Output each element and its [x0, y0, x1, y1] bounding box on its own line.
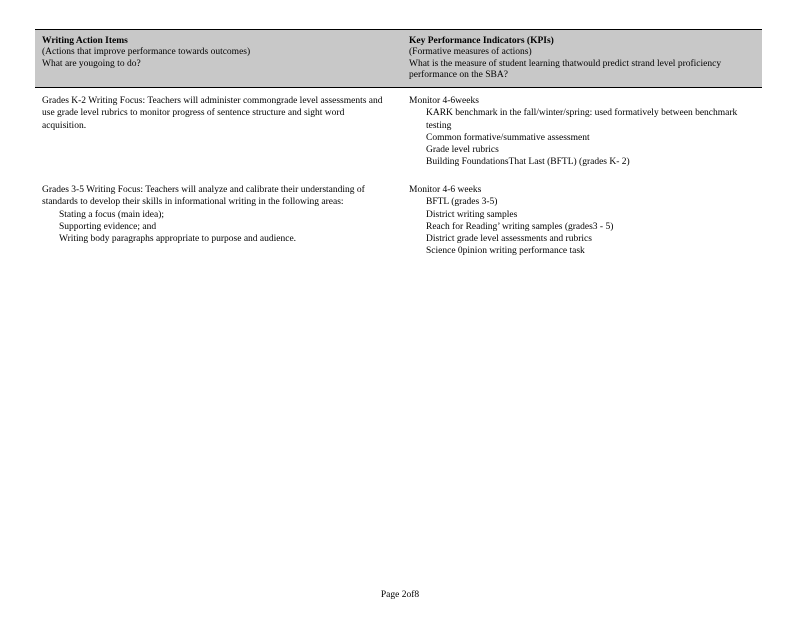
- page-number: Page 2of8: [380, 590, 420, 600]
- table-row: [35, 184, 762, 258]
- bullet-icon: [409, 107, 426, 132]
- header-action-items-title: Writing Action Items: [42, 36, 128, 46]
- grades-3-5-kpis: [402, 184, 762, 258]
- grades-3-5-monitor-heading: Monitor 4-6 weeks: [409, 185, 482, 195]
- header-action-items-question: What are yougoing to do?: [42, 58, 141, 69]
- list-item: Building FoundationsThat Last (BFTL) (grades K- 2): [409, 156, 742, 168]
- header-action-items-subtitle: (Actions that improve performance towards outcomes): [42, 47, 251, 58]
- bullet-icon: [409, 233, 426, 245]
- header-kpis-title: Key Performance Indicators (KPIs): [409, 36, 554, 46]
- grades-3-5-writing-focus: [35, 184, 402, 258]
- bullet-icon: [42, 233, 59, 245]
- list-item: KARK benchmark in the fall/winter/spring: used formatively between benchmark testing: [409, 107, 742, 132]
- list-item: District writing samples: [409, 209, 742, 221]
- bullet-icon: [42, 209, 59, 221]
- list-item: BFTL (grades 3-5): [409, 196, 742, 208]
- plan-table: [35, 29, 762, 258]
- table-row: [35, 88, 762, 184]
- header-kpis: [402, 30, 762, 87]
- table-header: [35, 30, 762, 88]
- bullet-icon: [409, 209, 426, 221]
- k2-monitor-heading: Monitor 4-6weeks: [409, 96, 479, 106]
- list-item: Common formative/summative assessment: [409, 132, 742, 144]
- header-action-items: [35, 30, 402, 87]
- bullet-icon: [42, 221, 59, 233]
- k2-kpis: [402, 95, 762, 184]
- bullet-icon: [409, 144, 426, 156]
- list-item: Writing body paragraphs appropriate to purpose and audience.: [42, 233, 384, 245]
- header-kpis-subtitle: (Formative measures of actions): [409, 47, 532, 58]
- bullet-icon: [409, 132, 426, 144]
- bullet-icon: [409, 245, 426, 257]
- list-item: Grade level rubrics: [409, 144, 742, 156]
- header-kpis-question: What is the measure of student learning thatwould predict strand level proficiency performance on the SBA?: [409, 58, 722, 80]
- list-item: Supporting evidence; and: [42, 221, 384, 233]
- grades-3-5-focus-text: Grades 3-5 Writing Focus: Teachers will analyze and calibrate their understanding of standards to develop their skills in informational writing in the following areas:: [42, 185, 365, 208]
- k2-focus-text: Grades K-2 Writing Focus: Teachers will administer commongrade level assessments and use grade level rubrics to monitor progress of sentence structure and sight word acquisition.: [42, 96, 383, 131]
- list-item: Reach for Reading’ writing samples (grades3 - 5): [409, 221, 742, 233]
- bullet-icon: [409, 221, 426, 233]
- list-item: Stating a focus (main idea);: [42, 209, 384, 221]
- list-item: Science 0pinion writing performance task: [409, 245, 742, 257]
- bullet-icon: [409, 156, 426, 168]
- list-item: District grade level assessments and rubrics: [409, 233, 742, 245]
- bullet-icon: [409, 196, 426, 208]
- k2-writing-focus: [35, 95, 402, 184]
